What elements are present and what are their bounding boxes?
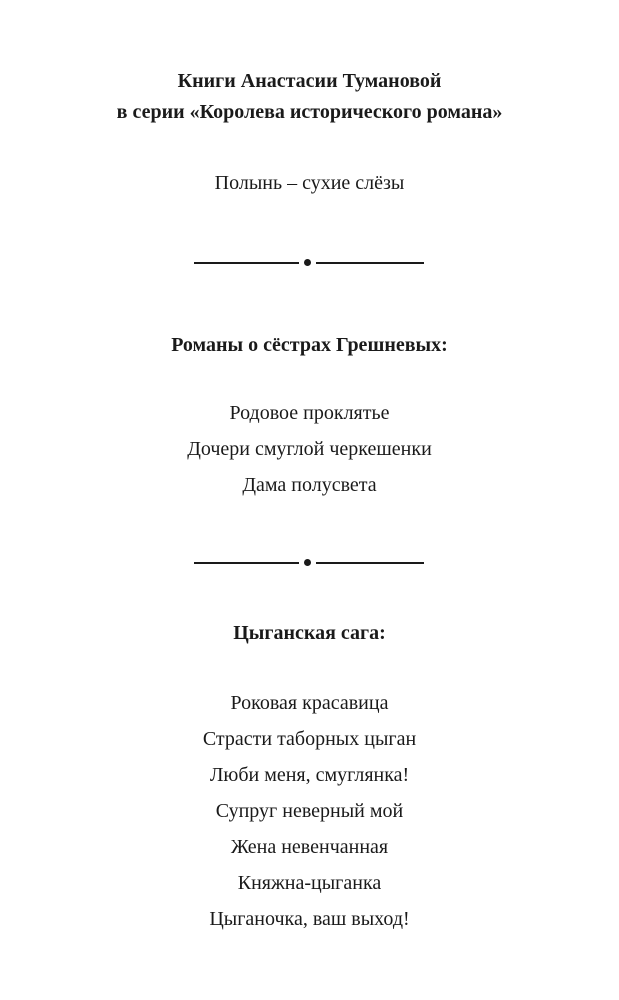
list-item: Роковая красавица [230, 692, 389, 714]
divider-dot [304, 559, 311, 566]
divider-line-right [316, 562, 424, 564]
book-list-gypsy [0, 685, 619, 937]
section-heading-gypsy: Цыганская сага: [233, 622, 386, 644]
list-item: Цыганочка, ваш выход! [209, 908, 410, 930]
list-item: Дочери смуглой черкешенки [187, 438, 432, 460]
book-list-sisters [0, 395, 619, 503]
list-item: Страсти таборных цыган [202, 728, 417, 750]
page-header [0, 66, 619, 128]
header-series-line: в серии «Королева исторического романа» [116, 101, 503, 123]
section-heading-sisters: Романы о сёстрах Грешневых: [171, 334, 448, 356]
divider-line-left [194, 562, 299, 564]
divider-line-right [316, 262, 424, 264]
section-divider [194, 558, 424, 568]
list-item: Княжна-цыганка [237, 872, 382, 894]
section-divider [194, 258, 424, 268]
header-author-line: Книги Анастасии Тумановой [177, 70, 442, 92]
standalone-book-title: Полынь – сухие слёзы [214, 172, 405, 194]
list-item: Дама полусвета [242, 474, 377, 496]
list-item: Люби меня, смуглянка! [209, 764, 410, 786]
list-item: Супруг неверный мой [215, 800, 404, 822]
list-item: Жена невенчанная [230, 836, 389, 858]
divider-dot [304, 259, 311, 266]
list-item: Родовое проклятье [229, 402, 390, 424]
divider-line-left [194, 262, 299, 264]
